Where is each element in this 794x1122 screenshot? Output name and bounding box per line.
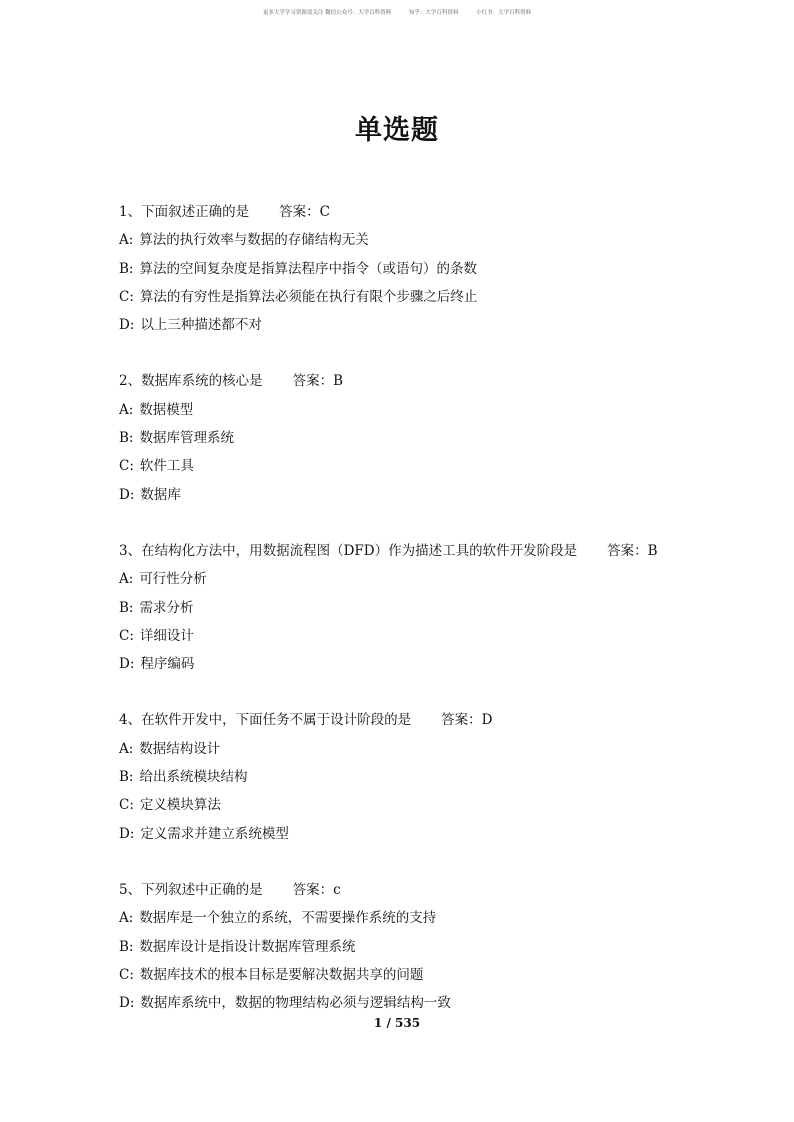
option-text: 算法的执行效率与数据的存储结构无关 — [139, 232, 369, 249]
option-b — [119, 255, 719, 283]
option-text: 数据库设计是指设计数据库管理系统 — [139, 938, 356, 955]
option-text: 数据结构设计 — [139, 740, 221, 757]
option-letter: A: — [119, 910, 134, 927]
question-4 — [119, 706, 719, 847]
question-2 — [119, 367, 719, 508]
option-letter: D: — [119, 486, 135, 503]
option-a — [119, 904, 719, 932]
option-a — [119, 735, 719, 763]
question-answer: 答案：B — [607, 542, 658, 559]
option-text: 需求分析 — [139, 599, 194, 616]
option-text: 可行性分析 — [139, 571, 207, 588]
option-text: 算法的有穷性是指算法必须能在执行有限个步骤之后终止 — [139, 288, 478, 305]
question-text: 在结构化方法中，用数据流程图（DFD）作为描述工具的软件开发阶段是 — [141, 542, 578, 559]
question-answer: 答案：D — [441, 712, 493, 729]
option-a — [119, 226, 719, 254]
option-text: 定义需求并建立系统模型 — [140, 825, 289, 842]
option-c — [119, 791, 719, 819]
question-answer: 答案：B — [292, 373, 344, 390]
question-text: 下面叙述正确的是 — [141, 204, 250, 220]
option-letter: C: — [119, 966, 134, 983]
option-letter: D: — [119, 995, 135, 1012]
question-text: 下列叙述中正确的是 — [141, 881, 263, 898]
option-d — [119, 820, 719, 848]
option-a — [119, 565, 719, 593]
page-title: 单选题 — [355, 115, 439, 146]
question-stem — [119, 876, 719, 904]
option-b — [119, 763, 719, 791]
option-d — [119, 481, 719, 509]
option-letter: B: — [119, 260, 134, 277]
question-number: 3、 — [119, 542, 142, 559]
question-number: 4、 — [119, 712, 142, 729]
option-d — [119, 650, 719, 678]
question-3 — [119, 537, 719, 678]
header-item-zhihu: 知乎：大学百科资料 — [408, 10, 459, 16]
question-text: 在软件开发中，下面任务不属于设计阶段的是 — [141, 712, 412, 729]
option-text: 算法的空间复杂度是指算法程序中指令（或语句）的条数 — [139, 260, 477, 277]
option-c — [119, 622, 719, 650]
option-letter: D: — [119, 317, 135, 334]
option-text: 数据库是一个独立的系统，不需要操作系统的支持 — [139, 910, 437, 927]
option-text: 数据库 — [140, 486, 181, 503]
option-text: 定义模块算法 — [139, 797, 221, 814]
question-stem — [119, 198, 719, 226]
option-b — [119, 933, 719, 961]
option-letter: B: — [119, 938, 134, 955]
option-text: 数据库系统中，数据的物理结构必须与逻辑结构一致 — [140, 995, 451, 1012]
option-b — [119, 424, 719, 452]
question-answer: 答案：C — [279, 204, 330, 220]
page-number: 1 / 535 — [373, 1016, 421, 1030]
option-text: 数据库技术的根本目标是要解决数据共享的问题 — [139, 966, 424, 983]
option-letter: B: — [119, 599, 134, 616]
question-list — [119, 198, 719, 1045]
option-a — [119, 396, 719, 424]
option-letter: B: — [119, 430, 134, 447]
question-number: 5、 — [119, 881, 142, 898]
header-item-wechat: 更多大学学习资源请关注 微信公众号：大学百科资料 — [262, 10, 392, 16]
question-answer: 答案：c — [292, 881, 341, 898]
header-item-xiaohongshu: 小红书：大学百科资料 — [476, 10, 532, 16]
option-b — [119, 594, 719, 622]
option-letter: D: — [119, 656, 135, 673]
option-letter: A: — [119, 740, 134, 757]
question-1 — [119, 198, 719, 339]
option-letter: B: — [119, 769, 134, 786]
option-letter: A: — [119, 401, 134, 418]
option-letter: A: — [119, 571, 134, 588]
question-text: 数据库系统的核心是 — [141, 373, 263, 390]
option-c — [119, 961, 719, 989]
option-letter: C: — [119, 288, 134, 305]
option-d — [119, 311, 719, 339]
option-letter: D: — [119, 825, 135, 842]
option-text: 软件工具 — [139, 458, 194, 475]
question-stem — [119, 537, 719, 565]
option-d — [119, 989, 719, 1017]
page-header — [0, 8, 794, 16]
option-letter: C: — [119, 627, 134, 644]
question-number: 1、 — [119, 204, 142, 220]
option-c — [119, 283, 719, 311]
option-text: 以上三种描述都不对 — [140, 317, 262, 334]
option-text: 给出系统模块结构 — [139, 769, 248, 786]
option-letter: C: — [119, 797, 134, 814]
question-5 — [119, 876, 719, 1017]
question-number: 2、 — [119, 373, 142, 390]
question-stem — [119, 706, 719, 734]
option-text: 数据库管理系统 — [139, 430, 234, 447]
option-text: 程序编码 — [140, 656, 195, 673]
question-stem — [119, 367, 719, 395]
option-text: 详细设计 — [139, 627, 194, 644]
option-letter: A: — [119, 232, 134, 249]
option-text: 数据模型 — [139, 401, 194, 418]
option-c — [119, 452, 719, 480]
option-letter: C: — [119, 458, 134, 475]
